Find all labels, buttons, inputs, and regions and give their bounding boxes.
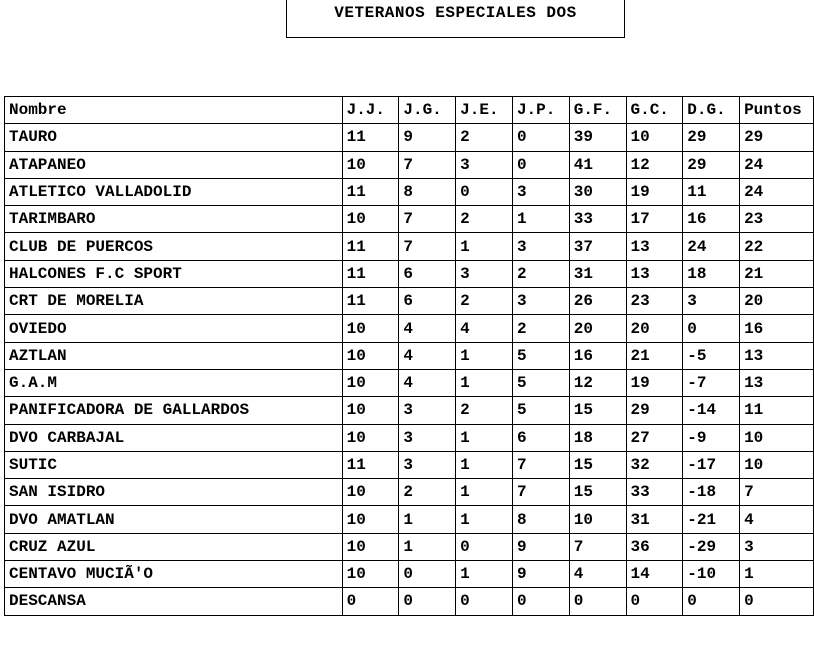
cell-points: 21 bbox=[740, 260, 814, 287]
cell-goal-difference: -5 bbox=[683, 342, 740, 369]
cell-games-won: 9 bbox=[399, 124, 456, 151]
cell-goals-against: 14 bbox=[626, 561, 683, 588]
cell-goals-for: 41 bbox=[569, 151, 626, 178]
cell-games-lost: 9 bbox=[512, 533, 569, 560]
cell-games-drawn: 3 bbox=[456, 260, 513, 287]
header-goal-difference: D.G. bbox=[683, 97, 740, 124]
cell-goals-against: 10 bbox=[626, 124, 683, 151]
cell-games-lost: 0 bbox=[512, 588, 569, 615]
cell-games-played: 10 bbox=[342, 479, 399, 506]
header-games-drawn: J.E. bbox=[456, 97, 513, 124]
cell-goal-difference: 11 bbox=[683, 178, 740, 205]
cell-points: 3 bbox=[740, 533, 814, 560]
cell-goals-against: 12 bbox=[626, 151, 683, 178]
cell-team-name: CRUZ AZUL bbox=[5, 533, 343, 560]
cell-games-lost: 3 bbox=[512, 288, 569, 315]
cell-games-lost: 7 bbox=[512, 451, 569, 478]
cell-goal-difference: -21 bbox=[683, 506, 740, 533]
cell-points: 23 bbox=[740, 206, 814, 233]
cell-games-drawn: 1 bbox=[456, 369, 513, 396]
table-row bbox=[5, 424, 814, 451]
cell-goals-for: 33 bbox=[569, 206, 626, 233]
cell-games-lost: 8 bbox=[512, 506, 569, 533]
cell-goals-for: 7 bbox=[569, 533, 626, 560]
cell-goals-against: 19 bbox=[626, 178, 683, 205]
cell-games-drawn: 1 bbox=[456, 561, 513, 588]
cell-team-name: CENTAVO MUCIÃ'O bbox=[5, 561, 343, 588]
cell-goal-difference: -10 bbox=[683, 561, 740, 588]
cell-goals-against: 36 bbox=[626, 533, 683, 560]
table-header-row bbox=[5, 97, 814, 124]
cell-goal-difference: 29 bbox=[683, 124, 740, 151]
header-games-played: J.J. bbox=[342, 97, 399, 124]
cell-points: 13 bbox=[740, 369, 814, 396]
table-row bbox=[5, 178, 814, 205]
table-row bbox=[5, 506, 814, 533]
cell-goals-for: 12 bbox=[569, 369, 626, 396]
table-row bbox=[5, 151, 814, 178]
cell-games-played: 11 bbox=[342, 451, 399, 478]
cell-games-played: 10 bbox=[342, 342, 399, 369]
cell-games-played: 10 bbox=[342, 397, 399, 424]
cell-team-name: HALCONES F.C SPORT bbox=[5, 260, 343, 287]
cell-team-name: TARIMBARO bbox=[5, 206, 343, 233]
cell-goals-against: 19 bbox=[626, 369, 683, 396]
cell-games-played: 0 bbox=[342, 588, 399, 615]
cell-points: 24 bbox=[740, 178, 814, 205]
cell-games-won: 6 bbox=[399, 260, 456, 287]
cell-goals-against: 29 bbox=[626, 397, 683, 424]
cell-goals-for: 0 bbox=[569, 588, 626, 615]
cell-goals-for: 30 bbox=[569, 178, 626, 205]
cell-goal-difference: -29 bbox=[683, 533, 740, 560]
table-row bbox=[5, 561, 814, 588]
cell-games-played: 10 bbox=[342, 506, 399, 533]
cell-team-name: G.A.M bbox=[5, 369, 343, 396]
cell-goals-against: 31 bbox=[626, 506, 683, 533]
cell-games-won: 1 bbox=[399, 533, 456, 560]
cell-games-won: 7 bbox=[399, 151, 456, 178]
cell-games-drawn: 1 bbox=[456, 424, 513, 451]
table-row bbox=[5, 315, 814, 342]
cell-games-won: 6 bbox=[399, 288, 456, 315]
header-points: Puntos bbox=[740, 97, 814, 124]
cell-goal-difference: 18 bbox=[683, 260, 740, 287]
cell-games-drawn: 2 bbox=[456, 397, 513, 424]
cell-games-won: 0 bbox=[399, 588, 456, 615]
cell-team-name: ATAPANEO bbox=[5, 151, 343, 178]
table-row bbox=[5, 342, 814, 369]
cell-games-won: 3 bbox=[399, 397, 456, 424]
cell-games-lost: 3 bbox=[512, 233, 569, 260]
cell-team-name: DVO AMATLAN bbox=[5, 506, 343, 533]
cell-goals-for: 20 bbox=[569, 315, 626, 342]
cell-games-won: 7 bbox=[399, 206, 456, 233]
cell-games-drawn: 2 bbox=[456, 288, 513, 315]
cell-goal-difference: -9 bbox=[683, 424, 740, 451]
cell-games-played: 10 bbox=[342, 151, 399, 178]
standings-table bbox=[4, 96, 814, 616]
cell-team-name: SUTIC bbox=[5, 451, 343, 478]
cell-games-lost: 9 bbox=[512, 561, 569, 588]
cell-games-lost: 1 bbox=[512, 206, 569, 233]
cell-games-drawn: 0 bbox=[456, 178, 513, 205]
table-row bbox=[5, 451, 814, 478]
cell-goals-against: 0 bbox=[626, 588, 683, 615]
cell-games-lost: 0 bbox=[512, 124, 569, 151]
cell-games-lost: 2 bbox=[512, 260, 569, 287]
cell-goals-against: 32 bbox=[626, 451, 683, 478]
cell-games-lost: 7 bbox=[512, 479, 569, 506]
cell-goal-difference: 24 bbox=[683, 233, 740, 260]
cell-team-name: ATLETICO VALLADOLID bbox=[5, 178, 343, 205]
cell-team-name: TAURO bbox=[5, 124, 343, 151]
cell-goals-for: 15 bbox=[569, 451, 626, 478]
cell-points: 13 bbox=[740, 342, 814, 369]
cell-team-name: PANIFICADORA DE GALLARDOS bbox=[5, 397, 343, 424]
cell-goals-against: 20 bbox=[626, 315, 683, 342]
table-row bbox=[5, 369, 814, 396]
cell-points: 7 bbox=[740, 479, 814, 506]
header-goals-against: G.C. bbox=[626, 97, 683, 124]
cell-points: 1 bbox=[740, 561, 814, 588]
cell-goals-against: 23 bbox=[626, 288, 683, 315]
header-goals-for: G.F. bbox=[569, 97, 626, 124]
header-games-won: J.G. bbox=[399, 97, 456, 124]
cell-games-won: 4 bbox=[399, 315, 456, 342]
cell-games-lost: 0 bbox=[512, 151, 569, 178]
table-row bbox=[5, 397, 814, 424]
cell-games-won: 4 bbox=[399, 369, 456, 396]
cell-goal-difference: -14 bbox=[683, 397, 740, 424]
cell-games-drawn: 3 bbox=[456, 151, 513, 178]
cell-goals-against: 13 bbox=[626, 260, 683, 287]
cell-games-won: 8 bbox=[399, 178, 456, 205]
cell-goal-difference: 0 bbox=[683, 315, 740, 342]
cell-goal-difference: 0 bbox=[683, 588, 740, 615]
cell-games-won: 4 bbox=[399, 342, 456, 369]
cell-games-drawn: 1 bbox=[456, 233, 513, 260]
cell-team-name: AZTLAN bbox=[5, 342, 343, 369]
cell-points: 20 bbox=[740, 288, 814, 315]
cell-games-played: 11 bbox=[342, 124, 399, 151]
cell-games-lost: 5 bbox=[512, 342, 569, 369]
cell-games-won: 2 bbox=[399, 479, 456, 506]
cell-goals-for: 15 bbox=[569, 479, 626, 506]
table-row bbox=[5, 124, 814, 151]
cell-goals-for: 16 bbox=[569, 342, 626, 369]
cell-games-played: 10 bbox=[342, 369, 399, 396]
cell-team-name: DESCANSA bbox=[5, 588, 343, 615]
cell-games-drawn: 0 bbox=[456, 533, 513, 560]
cell-games-played: 10 bbox=[342, 315, 399, 342]
cell-points: 22 bbox=[740, 233, 814, 260]
cell-team-name: OVIEDO bbox=[5, 315, 343, 342]
cell-team-name: CLUB DE PUERCOS bbox=[5, 233, 343, 260]
cell-games-lost: 5 bbox=[512, 397, 569, 424]
cell-points: 24 bbox=[740, 151, 814, 178]
cell-games-lost: 6 bbox=[512, 424, 569, 451]
cell-points: 16 bbox=[740, 315, 814, 342]
cell-goals-for: 4 bbox=[569, 561, 626, 588]
cell-goal-difference: 16 bbox=[683, 206, 740, 233]
table-row bbox=[5, 533, 814, 560]
cell-team-name: CRT DE MORELIA bbox=[5, 288, 343, 315]
cell-games-won: 3 bbox=[399, 424, 456, 451]
cell-goals-for: 31 bbox=[569, 260, 626, 287]
cell-goal-difference: -17 bbox=[683, 451, 740, 478]
cell-games-played: 10 bbox=[342, 424, 399, 451]
cell-games-drawn: 1 bbox=[456, 342, 513, 369]
cell-games-lost: 2 bbox=[512, 315, 569, 342]
cell-points: 4 bbox=[740, 506, 814, 533]
cell-points: 11 bbox=[740, 397, 814, 424]
cell-goals-for: 10 bbox=[569, 506, 626, 533]
table-row bbox=[5, 233, 814, 260]
cell-goals-against: 33 bbox=[626, 479, 683, 506]
cell-goals-for: 15 bbox=[569, 397, 626, 424]
table-row bbox=[5, 588, 814, 615]
cell-team-name: DVO CARBAJAL bbox=[5, 424, 343, 451]
cell-games-played: 10 bbox=[342, 533, 399, 560]
cell-goal-difference: 29 bbox=[683, 151, 740, 178]
cell-games-won: 0 bbox=[399, 561, 456, 588]
cell-games-lost: 5 bbox=[512, 369, 569, 396]
table-row bbox=[5, 288, 814, 315]
cell-games-played: 11 bbox=[342, 178, 399, 205]
table-row bbox=[5, 206, 814, 233]
table-row bbox=[5, 260, 814, 287]
cell-games-drawn: 2 bbox=[456, 206, 513, 233]
cell-goal-difference: -7 bbox=[683, 369, 740, 396]
cell-goal-difference: 3 bbox=[683, 288, 740, 315]
cell-games-lost: 3 bbox=[512, 178, 569, 205]
cell-goal-difference: -18 bbox=[683, 479, 740, 506]
header-team-name: Nombre bbox=[5, 97, 343, 124]
cell-games-won: 1 bbox=[399, 506, 456, 533]
cell-games-drawn: 1 bbox=[456, 479, 513, 506]
cell-goals-for: 18 bbox=[569, 424, 626, 451]
cell-games-won: 3 bbox=[399, 451, 456, 478]
table-row bbox=[5, 479, 814, 506]
cell-games-played: 11 bbox=[342, 288, 399, 315]
cell-games-played: 11 bbox=[342, 260, 399, 287]
page-title: VETERANOS ESPECIALES DOS bbox=[286, 0, 625, 38]
cell-games-drawn: 1 bbox=[456, 506, 513, 533]
cell-goals-for: 39 bbox=[569, 124, 626, 151]
cell-games-drawn: 2 bbox=[456, 124, 513, 151]
cell-points: 0 bbox=[740, 588, 814, 615]
cell-points: 29 bbox=[740, 124, 814, 151]
cell-games-drawn: 0 bbox=[456, 588, 513, 615]
cell-goals-for: 26 bbox=[569, 288, 626, 315]
header-games-lost: J.P. bbox=[512, 97, 569, 124]
cell-goals-against: 17 bbox=[626, 206, 683, 233]
cell-team-name: SAN ISIDRO bbox=[5, 479, 343, 506]
cell-games-drawn: 1 bbox=[456, 451, 513, 478]
cell-games-played: 11 bbox=[342, 233, 399, 260]
cell-games-played: 10 bbox=[342, 206, 399, 233]
cell-goals-for: 37 bbox=[569, 233, 626, 260]
cell-goals-against: 21 bbox=[626, 342, 683, 369]
cell-goals-against: 13 bbox=[626, 233, 683, 260]
cell-games-won: 7 bbox=[399, 233, 456, 260]
cell-games-played: 10 bbox=[342, 561, 399, 588]
cell-points: 10 bbox=[740, 451, 814, 478]
cell-games-drawn: 4 bbox=[456, 315, 513, 342]
cell-goals-against: 27 bbox=[626, 424, 683, 451]
cell-points: 10 bbox=[740, 424, 814, 451]
